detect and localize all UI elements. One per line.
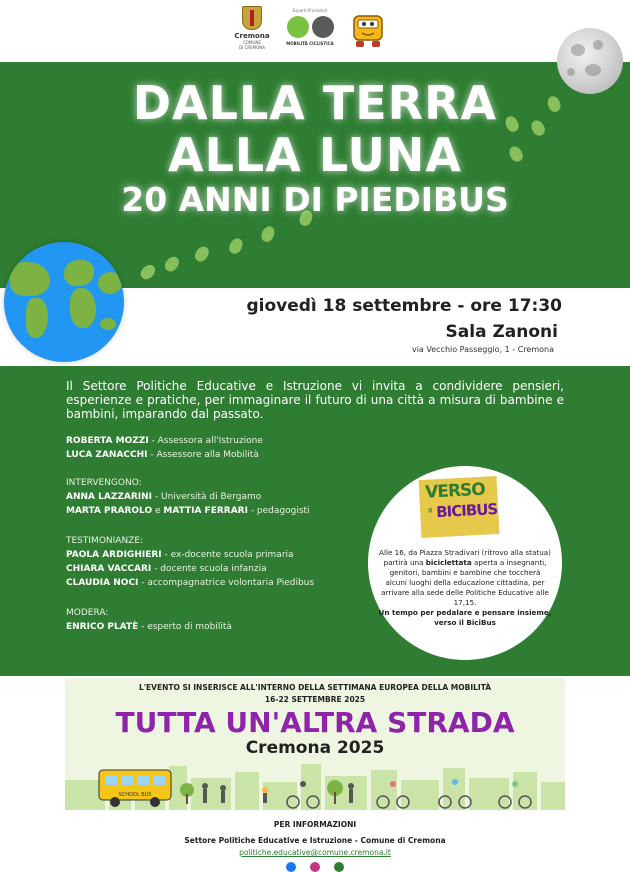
instagram-icon[interactable] [310, 862, 320, 872]
cremona-logo-name: Cremona [234, 32, 270, 40]
event-date-time: giovedì 18 settembre - ore 17:30 [246, 296, 562, 316]
mobility-week-city: Cremona 2025 [245, 738, 385, 758]
info-office: Settore Politiche Educative e Istruzione - Comune di Cremona [184, 836, 446, 845]
city-skyline-illustration [65, 760, 565, 810]
facebook-icon[interactable] [286, 862, 296, 872]
info-email-link[interactable]: politiche.educative@comune.cremona.it [239, 848, 391, 857]
testimonianze-label: TESTIMONIANZE: [66, 536, 144, 546]
info-heading: PER INFORMAZIONI [273, 820, 357, 829]
speaker-row: LUCA ZANACCHI - Assessore alla Mobilità [66, 450, 259, 460]
speaker-row: CLAUDIA NOCI - accompagnatrice volontaria Piedibus [66, 578, 315, 588]
event-venue: Sala Zanoni [445, 322, 558, 342]
intervengono-label: INTERVENGONO: [66, 478, 142, 488]
mobility-week-dates: 16-22 SETTEMBRE 2025 [264, 695, 366, 704]
social-icons [282, 862, 348, 872]
promoters-label: Esperti Promotori [292, 8, 328, 13]
speaker-row: ROBERTA MOZZI - Assessora all'Istruzione [66, 436, 263, 446]
school-bus-label: SCHOOL BUS [118, 792, 152, 798]
speaker-row: PAOLA ARDIGHIERI - ex-docente scuola primaria [66, 550, 294, 560]
speaker-row: ANNA LAZZARINI - Università di Bergamo [66, 492, 262, 502]
cremona-logo-sub2: DI CREMONA [239, 45, 265, 50]
title-line-2: ALLA LUNA [168, 128, 462, 182]
coat-of-arms-icon [242, 6, 262, 30]
cremona-logo [234, 6, 270, 50]
mobility-week-title: TUTTA UN'ALTRA STRADA [115, 706, 515, 739]
speaker-row: ENRICO PLATÈ - esperto di mobilità [66, 622, 232, 632]
piedibus-mascot-icon [350, 10, 386, 50]
mobility-logo-caption: MOBILITÀ CICLISTICA [286, 41, 334, 46]
speaker-row: CHIARA VACCARI - docente scuola infanzia [66, 564, 267, 574]
whatsapp-icon[interactable] [334, 862, 344, 872]
bicibus-description: Alle 16, da Piazza Stradivari (ritrovo alla statua) partirà una biciclettata aperta a insegnanti, genitori, bambini e bambine che toccherà alcuni luoghi della educazione cittadina, per arrivare alla sede delle Politiche Educative alle 17,15. Un tempo per pedalare e pensare insieme, verso il BiciBus [378, 548, 552, 627]
speaker-row: MARTA PRAROLO e MATTIA FERRARI - pedagogisti [66, 506, 310, 516]
intro-text: Il Settore Politiche Educative e Istruzione vi invita a condividere pensieri, esperienze e pratiche, per immaginare il futuro di una città a misura di bambine e bambini, imparando dal passato. [66, 379, 564, 421]
cremona-logo-sub1: COMUNE [243, 40, 261, 45]
event-address: via Vecchio Passeggio, 1 - Cremona [411, 345, 554, 354]
mobility-logo [280, 8, 340, 46]
earth-globe-icon [4, 242, 124, 362]
title-line-1: DALLA TERRA [132, 76, 498, 130]
modera-label: MODERA: [66, 608, 109, 618]
grey-circle-logo-icon [312, 16, 334, 38]
mobility-week-line1: L'EVENTO SI INSERISCE ALL'INTERNO DELLA SETTIMANA EUROPEA DELLA MOBILITÀ [138, 683, 492, 692]
title-line-3: 20 ANNI DI PIEDIBUS [121, 180, 509, 219]
green-circle-logo-icon [287, 16, 309, 38]
verso-il-bicibus-badge: VERSO il BICIBUS [419, 476, 500, 538]
